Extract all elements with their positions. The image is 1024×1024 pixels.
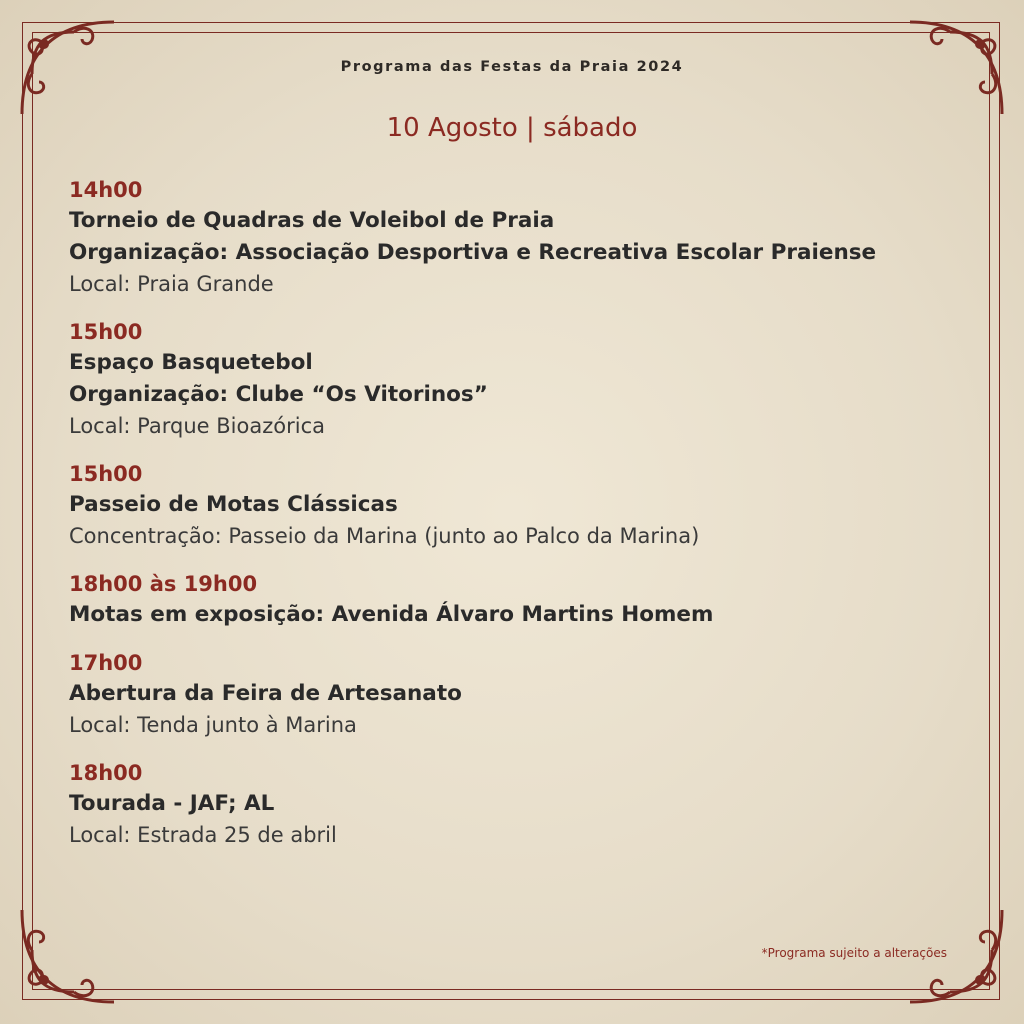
event-time: 15h00 xyxy=(69,462,143,486)
event-location: Local: Praia Grande xyxy=(69,272,274,296)
event-title: Passeio de Motas Clássicas xyxy=(69,492,398,517)
event-title: Motas em exposição: Avenida Álvaro Martins Homem xyxy=(69,602,714,627)
event-title: Torneio de Quadras de Voleibol de Praia xyxy=(69,208,555,233)
event-item xyxy=(69,459,969,552)
date-heading: 10 Agosto | sábado xyxy=(386,113,638,143)
event-time: 18h00 às 19h00 xyxy=(69,572,258,596)
event-item xyxy=(69,758,969,851)
event-time: 17h00 xyxy=(69,651,143,675)
event-title: Espaço Basquetebol xyxy=(69,350,313,375)
event-organizer: Organização: Associação Desportiva e Recreativa Escolar Praiense xyxy=(69,240,877,265)
event-item xyxy=(69,569,969,631)
corner-ornament-icon xyxy=(14,900,124,1010)
event-item xyxy=(69,317,969,442)
footnote: *Programa sujeito a alterações xyxy=(761,946,947,960)
event-item xyxy=(69,175,969,300)
event-title: Tourada - JAF; AL xyxy=(69,791,275,816)
event-time: 14h00 xyxy=(69,178,143,202)
event-time: 15h00 xyxy=(69,320,143,344)
event-time: 18h00 xyxy=(69,761,143,785)
event-item xyxy=(69,648,969,741)
program-title: Programa das Festas da Praia 2024 xyxy=(340,59,684,75)
event-title: Abertura da Feira de Artesanato xyxy=(69,681,462,706)
events-list xyxy=(69,175,969,868)
event-location: Local: Estrada 25 de abril xyxy=(69,823,337,847)
event-location: Concentração: Passeio da Marina (junto ao Palco da Marina) xyxy=(69,524,700,548)
event-location: Local: Parque Bioazórica xyxy=(69,414,325,438)
event-location: Local: Tenda junto à Marina xyxy=(69,713,357,737)
event-organizer: Organização: Clube “Os Vitorinos” xyxy=(69,382,488,407)
